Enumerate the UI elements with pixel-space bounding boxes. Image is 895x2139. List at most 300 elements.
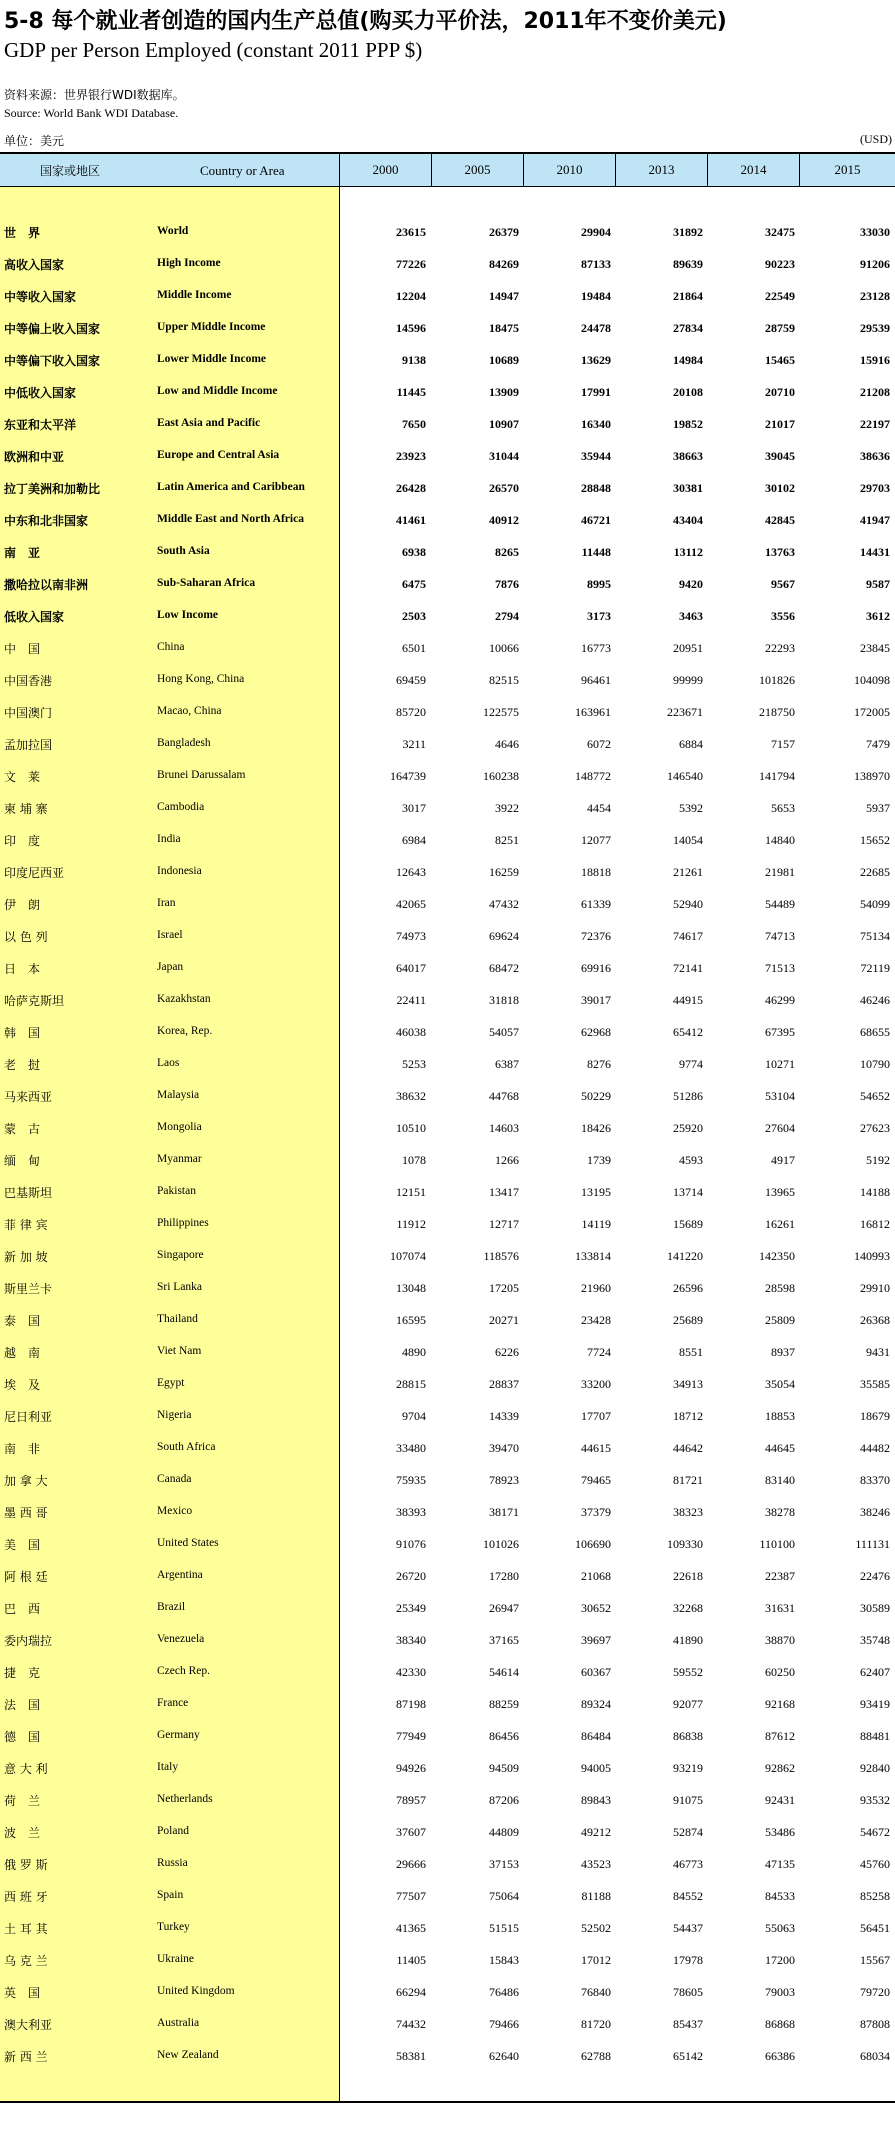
row-value-2010: 13629: [581, 353, 611, 367]
row-country-english: Malaysia: [157, 1089, 200, 1101]
row-value-2000: 75935: [396, 1473, 426, 1487]
row-value-2000: 13048: [396, 1281, 426, 1295]
row-value-2010: 28848: [581, 481, 611, 495]
row-country-english: Sri Lanka: [157, 1281, 203, 1293]
row-value-2000: 85720: [396, 705, 426, 719]
row-value-2010: 13195: [581, 1185, 611, 1199]
row-country-english: Brazil: [157, 1601, 186, 1613]
row-value-2010: 52502: [581, 1921, 611, 1935]
row-value-2000: 7650: [402, 417, 426, 431]
table-row: [0, 758, 895, 790]
row-value-2010: 89324: [581, 1697, 611, 1711]
row-country-chinese: 世 界: [4, 226, 41, 240]
table-row: [0, 1526, 895, 1558]
row-value-2014: 67395: [765, 1025, 795, 1039]
row-country-english: Philippines: [157, 1217, 209, 1229]
row-value-2015: 16812: [860, 1217, 890, 1231]
row-value-2014: 55063: [765, 1921, 795, 1935]
table-row: [0, 502, 895, 534]
row-value-2010: 18426: [581, 1121, 611, 1135]
row-value-2005: 1266: [495, 1153, 519, 1167]
row-country-english: Hong Kong, China: [157, 673, 245, 685]
row-value-2015: 29703: [860, 481, 890, 495]
row-country-chinese: 泰 国: [4, 1314, 41, 1328]
row-country-english: Turkey: [157, 1921, 190, 1933]
row-value-2005: 37153: [489, 1857, 519, 1871]
row-value-2015: 45760: [860, 1857, 890, 1871]
row-value-2013: 21261: [673, 865, 703, 879]
table-row: [0, 406, 895, 438]
row-value-2015: 18679: [860, 1409, 890, 1423]
row-value-2000: 41365: [396, 1921, 426, 1935]
row-value-2013: 89639: [673, 257, 703, 271]
row-value-2010: 39017: [581, 993, 611, 1007]
row-value-2013: 44642: [673, 1441, 703, 1455]
row-value-2015: 29539: [860, 321, 890, 335]
row-value-2015: 68655: [860, 1025, 890, 1039]
row-value-2013: 93219: [673, 1761, 703, 1775]
row-value-2015: 22197: [860, 417, 890, 431]
row-value-2010: 94005: [581, 1761, 611, 1775]
source-note-chinese: 资料来源：世界银行WDI数据库。: [4, 88, 185, 102]
row-value-2013: 21864: [673, 289, 703, 303]
row-country-english: Germany: [157, 1729, 200, 1741]
row-value-2015: 54099: [860, 897, 890, 911]
table-row: [0, 1654, 895, 1686]
row-value-2005: 40912: [489, 513, 519, 527]
row-value-2000: 9138: [402, 353, 426, 367]
table-row: [0, 822, 895, 854]
row-value-2013: 59552: [673, 1665, 703, 1679]
row-value-2014: 46299: [765, 993, 795, 1007]
row-value-2005: 15843: [489, 1953, 519, 1967]
row-value-2005: 17205: [489, 1281, 519, 1295]
row-value-2000: 11445: [396, 385, 426, 399]
row-value-2005: 4646: [495, 737, 519, 751]
row-value-2010: 4454: [587, 801, 611, 815]
table-row: [0, 1462, 895, 1494]
row-value-2010: 23428: [581, 1313, 611, 1327]
table-row: [0, 1334, 895, 1366]
row-value-2010: 16773: [581, 641, 611, 655]
row-value-2010: 1739: [587, 1153, 611, 1167]
row-country-english: Upper Middle Income: [157, 321, 266, 333]
row-country-english: Singapore: [157, 1249, 204, 1261]
row-value-2010: 46721: [581, 513, 611, 527]
row-value-2005: 18475: [489, 321, 519, 335]
row-value-2005: 10066: [489, 641, 519, 655]
row-value-2005: 14947: [489, 289, 519, 303]
row-country-chinese: 巴基斯坦: [4, 1186, 53, 1200]
row-value-2014: 32475: [765, 225, 795, 239]
row-value-2014: 44645: [765, 1441, 795, 1455]
row-value-2015: 15652: [860, 833, 890, 847]
row-value-2010: 61339: [581, 897, 611, 911]
row-value-2005: 51515: [489, 1921, 519, 1935]
header-country-label-chinese: 国家或地区: [40, 164, 101, 178]
row-value-2015: 41947: [860, 513, 890, 527]
row-value-2014: 5653: [771, 801, 795, 815]
row-country-english: Argentina: [157, 1569, 203, 1581]
row-value-2014: 28759: [765, 321, 795, 335]
row-value-2000: 69459: [396, 673, 426, 687]
row-value-2013: 38663: [673, 449, 703, 463]
row-country-chinese: 东亚和太平洋: [4, 418, 77, 432]
row-value-2005: 75064: [489, 1889, 519, 1903]
table-row: [0, 790, 895, 822]
row-value-2013: 25920: [673, 1121, 703, 1135]
row-value-2010: 14119: [581, 1217, 611, 1231]
row-country-chinese: 荷 兰: [4, 1794, 41, 1808]
row-country-english: Venezuela: [157, 1633, 205, 1645]
row-value-2014: 92431: [765, 1793, 795, 1807]
header-year-2014: 2014: [708, 154, 800, 186]
row-value-2010: 18818: [581, 865, 611, 879]
row-value-2015: 30589: [860, 1601, 890, 1615]
row-country-english: Low and Middle Income: [157, 385, 278, 397]
row-country-chinese: 西 班 牙: [4, 1890, 48, 1904]
row-value-2015: 46246: [860, 993, 890, 1007]
table-bottom-rule: [0, 2101, 895, 2103]
row-value-2013: 72141: [673, 961, 703, 975]
row-country-chinese: 马来西亚: [4, 1090, 53, 1104]
row-value-2013: 52874: [673, 1825, 703, 1839]
row-value-2010: 43523: [581, 1857, 611, 1871]
row-value-2013: 22618: [673, 1569, 703, 1583]
table-row: [0, 662, 895, 694]
row-country-chinese: 中国香港: [4, 674, 53, 688]
row-value-2005: 28837: [489, 1377, 519, 1391]
row-country-chinese: 南 非: [4, 1442, 41, 1456]
row-value-2000: 29666: [396, 1857, 426, 1871]
row-value-2014: 13763: [765, 545, 795, 559]
row-country-chinese: 中低收入国家: [4, 386, 77, 400]
row-value-2010: 79465: [581, 1473, 611, 1487]
source-note-english: Source: World Bank WDI Database.: [4, 106, 179, 120]
table-row: [0, 2006, 895, 2038]
row-value-2014: 90223: [765, 257, 795, 271]
table-row: [0, 1686, 895, 1718]
table-row: [0, 854, 895, 886]
row-country-english: Russia: [157, 1857, 188, 1869]
row-value-2014: 17200: [765, 1953, 795, 1967]
table-row: [0, 214, 895, 246]
row-value-2000: 41461: [396, 513, 426, 527]
row-value-2005: 84269: [489, 257, 519, 271]
row-value-2013: 4593: [679, 1153, 703, 1167]
row-value-2014: 13965: [765, 1185, 795, 1199]
row-country-chinese: 老 挝: [4, 1058, 41, 1072]
table-row: [0, 1302, 895, 1334]
row-value-2005: 6387: [495, 1057, 519, 1071]
row-value-2014: 218750: [759, 705, 795, 719]
row-value-2010: 16340: [581, 417, 611, 431]
row-value-2013: 30381: [673, 481, 703, 495]
row-value-2015: 22476: [860, 1569, 890, 1583]
row-value-2013: 51286: [673, 1089, 703, 1103]
row-value-2014: 35054: [765, 1377, 795, 1391]
row-value-2015: 14188: [860, 1185, 890, 1199]
header-country-cell: [0, 154, 340, 186]
row-country-english: Italy: [157, 1761, 179, 1773]
row-value-2000: 22411: [396, 993, 426, 1007]
row-value-2010: 81720: [581, 2017, 611, 2031]
row-value-2000: 87198: [396, 1697, 426, 1711]
row-value-2005: 86456: [489, 1729, 519, 1743]
row-value-2015: 38636: [860, 449, 890, 463]
row-country-english: Iran: [157, 897, 176, 909]
row-value-2014: 3556: [771, 609, 795, 623]
header-country-label-english: Country or Area: [200, 163, 285, 178]
row-country-chinese: 南 亚: [4, 546, 41, 560]
row-value-2010: 72376: [581, 929, 611, 943]
row-country-chinese: 土 耳 其: [4, 1922, 48, 1936]
row-value-2000: 26428: [396, 481, 426, 495]
row-value-2013: 13112: [673, 545, 703, 559]
row-value-2013: 44915: [673, 993, 703, 1007]
row-value-2010: 12077: [581, 833, 611, 847]
row-value-2010: 106690: [575, 1537, 611, 1551]
row-value-2000: 12151: [396, 1185, 426, 1199]
row-value-2005: 47432: [489, 897, 519, 911]
row-value-2010: 81188: [581, 1889, 611, 1903]
row-value-2013: 31892: [673, 225, 703, 239]
row-value-2010: 29904: [581, 225, 611, 239]
table-row: [0, 566, 895, 598]
row-value-2014: 10271: [765, 1057, 795, 1071]
row-value-2014: 142350: [759, 1249, 795, 1263]
row-value-2013: 13714: [673, 1185, 703, 1199]
header-year-2000: 2000: [340, 154, 432, 186]
row-value-2014: 38870: [765, 1633, 795, 1647]
row-value-2013: 99999: [673, 673, 703, 687]
row-value-2013: 6884: [679, 737, 703, 751]
row-value-2010: 37379: [581, 1505, 611, 1519]
row-value-2015: 72119: [860, 961, 890, 975]
row-country-chinese: 墨 西 哥: [4, 1506, 48, 1520]
row-country-english: Low Income: [157, 609, 219, 621]
row-country-chinese: 哈萨克斯坦: [4, 994, 65, 1008]
row-value-2015: 3612: [866, 609, 890, 623]
row-value-2005: 68472: [489, 961, 519, 975]
row-value-2005: 62640: [489, 2049, 519, 2063]
row-value-2005: 78923: [489, 1473, 519, 1487]
row-value-2015: 7479: [866, 737, 890, 751]
row-value-2005: 69624: [489, 929, 519, 943]
row-value-2010: 39697: [581, 1633, 611, 1647]
row-country-chinese: 阿 根 廷: [4, 1570, 48, 1584]
row-value-2005: 88259: [489, 1697, 519, 1711]
row-value-2013: 65142: [673, 2049, 703, 2063]
row-value-2000: 107074: [390, 1249, 426, 1263]
row-value-2000: 9704: [402, 1409, 426, 1423]
row-country-english: Australia: [157, 2017, 200, 2029]
row-value-2005: 3922: [495, 801, 519, 815]
row-value-2014: 54489: [765, 897, 795, 911]
row-value-2014: 71513: [765, 961, 795, 975]
row-country-chinese: 中等偏下收入国家: [4, 354, 101, 368]
row-country-chinese: 法 国: [4, 1698, 41, 1712]
row-country-english: Korea, Rep.: [157, 1025, 213, 1037]
row-value-2005: 87206: [489, 1793, 519, 1807]
row-value-2015: 23845: [860, 641, 890, 655]
row-country-english: Viet Nam: [157, 1345, 202, 1357]
row-value-2000: 91076: [396, 1537, 426, 1551]
row-value-2013: 19852: [673, 417, 703, 431]
table-row: [0, 438, 895, 470]
row-value-2005: 82515: [489, 673, 519, 687]
row-country-chinese: 乌 克 兰: [4, 1954, 48, 1968]
row-value-2005: 20271: [489, 1313, 519, 1327]
row-value-2005: 13417: [489, 1185, 519, 1199]
row-value-2010: 148772: [575, 769, 611, 783]
row-value-2005: 54057: [489, 1025, 519, 1039]
row-value-2015: 35748: [860, 1633, 890, 1647]
row-value-2015: 33030: [860, 225, 890, 239]
row-value-2000: 3017: [402, 801, 426, 815]
row-value-2013: 46773: [673, 1857, 703, 1871]
row-value-2014: 60250: [765, 1665, 795, 1679]
row-value-2000: 10510: [396, 1121, 426, 1135]
row-value-2010: 50229: [581, 1089, 611, 1103]
row-value-2005: 31044: [489, 449, 519, 463]
row-value-2000: 6501: [402, 641, 426, 655]
row-country-chinese: 埃 及: [4, 1378, 41, 1392]
row-value-2013: 34913: [673, 1377, 703, 1391]
row-value-2014: 9567: [771, 577, 795, 591]
row-country-english: Ukraine: [157, 1953, 195, 1965]
table-row: [0, 1238, 895, 1270]
row-value-2014: 8937: [771, 1345, 795, 1359]
row-value-2005: 160238: [483, 769, 519, 783]
row-country-english: Indonesia: [157, 865, 202, 877]
row-country-chinese: 高收入国家: [4, 258, 65, 272]
table-row: [0, 1974, 895, 2006]
row-value-2000: 164739: [390, 769, 426, 783]
row-country-english: New Zealand: [157, 2049, 219, 2061]
row-value-2000: 16595: [396, 1313, 426, 1327]
row-country-english: Japan: [157, 961, 184, 973]
row-value-2010: 8276: [587, 1057, 611, 1071]
table-row: [0, 1174, 895, 1206]
row-value-2010: 24478: [581, 321, 611, 335]
table-row: [0, 1494, 895, 1526]
row-value-2015: 29910: [860, 1281, 890, 1295]
row-value-2005: 37165: [489, 1633, 519, 1647]
row-value-2013: 38323: [673, 1505, 703, 1519]
row-country-english: Cambodia: [157, 801, 205, 813]
table-row: [0, 1366, 895, 1398]
row-value-2013: 14984: [673, 353, 703, 367]
row-value-2013: 26596: [673, 1281, 703, 1295]
row-value-2014: 42845: [765, 513, 795, 527]
row-value-2000: 23923: [396, 449, 426, 463]
table-row: [0, 1942, 895, 1974]
row-value-2015: 22685: [860, 865, 890, 879]
row-value-2015: 5192: [866, 1153, 890, 1167]
row-value-2010: 69916: [581, 961, 611, 975]
table-row: [0, 2038, 895, 2070]
row-value-2013: 20108: [673, 385, 703, 399]
row-value-2013: 52940: [673, 897, 703, 911]
row-value-2014: 4917: [771, 1153, 795, 1167]
table-row: [0, 1750, 895, 1782]
row-value-2014: 110100: [759, 1537, 795, 1551]
row-country-english: Poland: [157, 1825, 189, 1837]
table-row: [0, 1206, 895, 1238]
table-row: [0, 246, 895, 278]
row-value-2005: 10907: [489, 417, 519, 431]
row-value-2014: 83140: [765, 1473, 795, 1487]
page-title-chinese: 5-8 每个就业者创造的国内生产总值(购买力平价法，2011年不变价美元): [4, 9, 727, 34]
row-country-chinese: 越 南: [4, 1346, 41, 1360]
row-value-2005: 54614: [489, 1665, 519, 1679]
row-value-2015: 140993: [854, 1249, 890, 1263]
row-value-2000: 6938: [402, 545, 426, 559]
table-row: [0, 1398, 895, 1430]
row-country-chinese: 蒙 古: [4, 1122, 41, 1136]
table-row: [0, 1078, 895, 1110]
row-value-2000: 14596: [396, 321, 426, 335]
row-value-2005: 8265: [495, 545, 519, 559]
row-value-2015: 62407: [860, 1665, 890, 1679]
row-value-2000: 37607: [396, 1825, 426, 1839]
row-value-2013: 18712: [673, 1409, 703, 1423]
row-value-2015: 21208: [860, 385, 890, 399]
row-value-2014: 101826: [759, 673, 795, 687]
table-row: [0, 918, 895, 950]
row-value-2015: 38246: [860, 1505, 890, 1519]
row-value-2013: 65412: [673, 1025, 703, 1039]
row-country-chinese: 澳大利亚: [4, 2018, 53, 2032]
row-value-2005: 122575: [483, 705, 519, 719]
row-country-english: Mongolia: [157, 1121, 202, 1133]
row-value-2005: 26570: [489, 481, 519, 495]
row-value-2013: 91075: [673, 1793, 703, 1807]
row-value-2000: 1078: [402, 1153, 426, 1167]
row-country-chinese: 巴 西: [4, 1602, 41, 1616]
row-value-2015: 15567: [860, 1953, 890, 1967]
row-value-2014: 27604: [765, 1121, 795, 1135]
row-country-english: Middle East and North Africa: [157, 513, 304, 525]
row-value-2013: 41890: [673, 1633, 703, 1647]
row-value-2005: 38171: [489, 1505, 519, 1519]
row-country-english: Latin America and Caribbean: [157, 481, 305, 493]
row-value-2014: 47135: [765, 1857, 795, 1871]
row-value-2010: 7724: [587, 1345, 611, 1359]
row-value-2013: 32268: [673, 1601, 703, 1615]
row-value-2013: 20951: [673, 641, 703, 655]
row-value-2005: 44768: [489, 1089, 519, 1103]
row-value-2013: 223671: [667, 705, 703, 719]
row-value-2010: 33200: [581, 1377, 611, 1391]
table-row: [0, 1142, 895, 1174]
row-value-2005: 39470: [489, 1441, 519, 1455]
table-row: [0, 1270, 895, 1302]
row-value-2014: 22387: [765, 1569, 795, 1583]
row-country-chinese: 日 本: [4, 962, 41, 976]
row-value-2000: 6475: [402, 577, 426, 591]
row-value-2005: 26379: [489, 225, 519, 239]
row-value-2015: 5937: [866, 801, 890, 815]
row-value-2010: 17991: [581, 385, 611, 399]
row-value-2013: 9774: [679, 1057, 703, 1071]
row-country-chinese: 加 拿 大: [4, 1474, 48, 1488]
unit-label-chinese: 单位：美元: [4, 134, 65, 148]
header-year-2015: 2015: [834, 162, 861, 177]
row-value-2010: 76840: [581, 1985, 611, 1999]
row-country-chinese: 菲 律 宾: [4, 1218, 48, 1232]
